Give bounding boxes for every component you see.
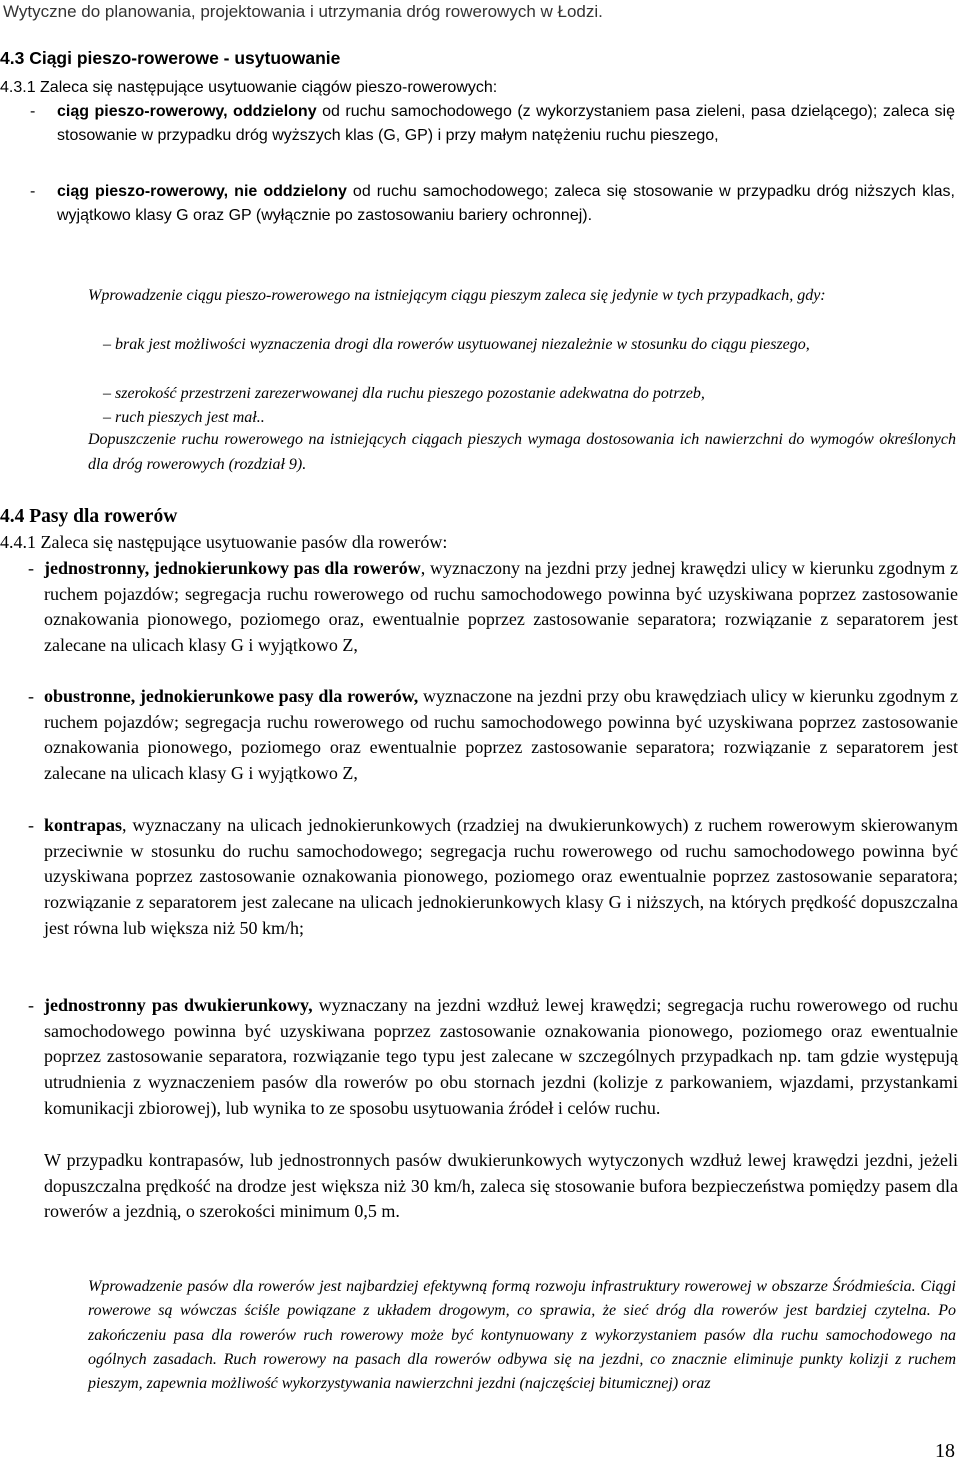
note-tail: Dopuszczenie ruchu rowerowego na istniejących ciągach pieszych wymaga dostosowania ich nawierzchni do wymogów określonych dla dróg rowerowych (rozdział 9). [88, 431, 956, 473]
list-item-text: , wyznaczany na ulicach jednokierunkowych (rzadziej na dwukierunkowych) z ruchem rowerowym skierowanym przeciwnie w stosunku do ruchu samochodowego; segregacja ruchu rowerowego od ruchu samochodowego powinna być uzyskiwana poprzez zastosowanie oznakowania pionowego, poziomego oraz ewentualnie poprzez zastosowanie separatora; rozwiązanie z separatorem jest zalecane na ulicach jednokierunkowych klasy G i niższych, na których prędkość dopuszczalna jest równa lub większa niż 50 km/h; [44, 815, 958, 938]
list-item-bold: obustronne, jednokierunkowe pasy dla rowerów, [44, 686, 419, 706]
list-item [30, 180, 955, 229]
running-header: Wytyczne do planowania, projektowania i utrzymania dróg rowerowych w Łodzi. [3, 2, 603, 21]
list-item-body [57, 100, 955, 149]
list-dash: - [28, 815, 34, 835]
note-bullet: – brak jest możliwości wyznaczenia drogi dla rowerów usytuowanej niezależnie w stosunku do ciągu pieszego, [103, 336, 810, 353]
list-item-body [44, 813, 958, 942]
list-dash: - [28, 686, 34, 706]
list-item-body [44, 684, 958, 787]
list-item-body [44, 556, 958, 659]
list-item-text: od ruchu samochodowego (z wykorzystaniem pasa zieleni, pasa dzielącego); zaleca się stosowanie w przypadku dróg wyższych klas (G, GP) i przy małym natężeniu ruchu pieszego, [57, 103, 955, 145]
list-item-body [44, 993, 958, 1122]
note-paragraph: Wprowadzenie pasów dla rowerów jest najbardziej efektywną formą rozwoju infrastruktury rowerowej w obszarze Śródmieścia. Ciągi rowerowe są wówczas ściśle powiązane z układem drogowym, co sprawia, że sieć dróg dla rowerów jest bardziej czytelna. Po zakończeniu pasa dla rowerów ruch rowerowy może być kontynuowany z wykorzystaniem pasów dla ruchu samochodowego na ogólnych zasadach. Ruch rowerowy na pasach dla rowerów odbywa się na jezdni, co znacznie eliminuje punkty kolizji z ruchem pieszym, zapewnia możliwość wykorzystywania nawierzchni jezdni (najczęściej bitumicznej) oraz [88, 1278, 956, 1393]
list-item [28, 813, 958, 942]
list-dash: - [28, 558, 34, 578]
section-intro-4-4-1: 4.4.1 Zaleca się następujące usytuowanie pasów dla rowerów: [0, 532, 448, 552]
list-item-bold: kontrapas [44, 815, 123, 835]
list-item-text: wyznaczone na jezdni przy obu krawędziach ulicy w kierunku zgodnym z ruchem pojazdów; segregacja ruchu rowerowego od ruchu samochodowego powinna być uzyskiwana poprzez zastosowanie oznakowania pionowego, poziomego oraz ewentualnie poprzez zastosowanie separatora; rozwiązanie z separatorem jest zalecane na ulicach klasy G i wyjątkowo Z, [44, 686, 959, 784]
list-item [28, 993, 958, 1122]
list-item-text: od ruchu samochodowego; zaleca się stosowanie w przypadku dróg niższych klas, wyjątkowo klasy G oraz GP (wyłącznie po zastosowaniu bariery ochronnej). [57, 183, 956, 225]
list-item-bold: jednostronny pas dwukierunkowy, [44, 995, 313, 1015]
list-item-bold: ciąg pieszo-rowerowy, oddzielony [57, 103, 317, 120]
list-item-bold: ciąg pieszo-rowerowy, nie oddzielony [57, 183, 347, 200]
list-dash: - [30, 183, 36, 200]
note-bullet: – szerokość przestrzeni zarezerwowanej dla ruchu pieszego pozostanie adekwatna do potrzeb, [103, 385, 705, 402]
list-dash: - [30, 103, 36, 120]
list-item-body [57, 180, 955, 229]
list-item [30, 100, 955, 149]
list-item [28, 556, 958, 659]
section-intro-4-3-1: 4.3.1 Zaleca się następujące usytuowanie ciągów pieszo-rowerowych: [0, 79, 498, 96]
section-title-4-3: 4.3 Ciągi pieszo-rowerowe - usytuowanie [0, 48, 341, 68]
list-item-text: , wyznaczony na jezdni przy jednej krawędzi ulicy w kierunku zgodnym z ruchem pojazdów; segregacja ruchu rowerowego od ruchu samochodowego powinna być uzyskiwana poprzez zastosowanie oznakowania pionowego, poziomego oraz, ewentualnie poprzez zastosowanie separatora; rozwiązanie z separatorem jest zalecane na ulicach klasy G i wyjątkowo Z, [44, 558, 959, 656]
note-bullet: – ruch pieszych jest mał.. [103, 409, 265, 426]
paragraph-buffer: W przypadku kontrapasów, lub jednostronnych pasów dwukierunkowych wytyczonych wzdłuż lewej krawędzi jezdni, jeżeli dopuszczalna prędkość na drodze jest większa niż 30 km/h, zaleca się stosowanie bufora bezpieczeństwa pomiędzy pasem dla rowerów a jezdnią, o szerokości minimum 0,5 m. [44, 1150, 958, 1222]
list-item-text: wyznaczany na jezdni wzdłuż lewej krawędzi; segregacja ruchu rowerowego od ruchu samochodowego powinna być uzyskiwana poprzez zastosowanie oznakowania pionowego, poziomego oraz ewentualnie poprzez zastosowanie separatora, rozwiązanie tego typu jest zalecane w szczególnych przypadkach np. tam gdzie występują utrudnienia z wyznaczeniem pasów dla rowerów po obu stornach jezdni (kolizje z parkowaniem, wjazdami, przystankami komunikacji zbiorowej), lub wynika to ze sposobu usytuowania źródeł i celów ruchu. [44, 995, 958, 1118]
list-item-bold: jednostronny, jednokierunkowy pas dla rowerów [44, 558, 421, 578]
section-title-4-4: 4.4 Pasy dla rowerów [0, 506, 178, 527]
page-number: 18 [935, 1440, 955, 1462]
note-lead: Wprowadzenie ciągu pieszo-rowerowego na istniejącym ciągu pieszym zaleca się jedynie w tych przypadkach, gdy: [88, 287, 826, 304]
list-dash: - [28, 995, 34, 1015]
list-item [28, 684, 958, 787]
